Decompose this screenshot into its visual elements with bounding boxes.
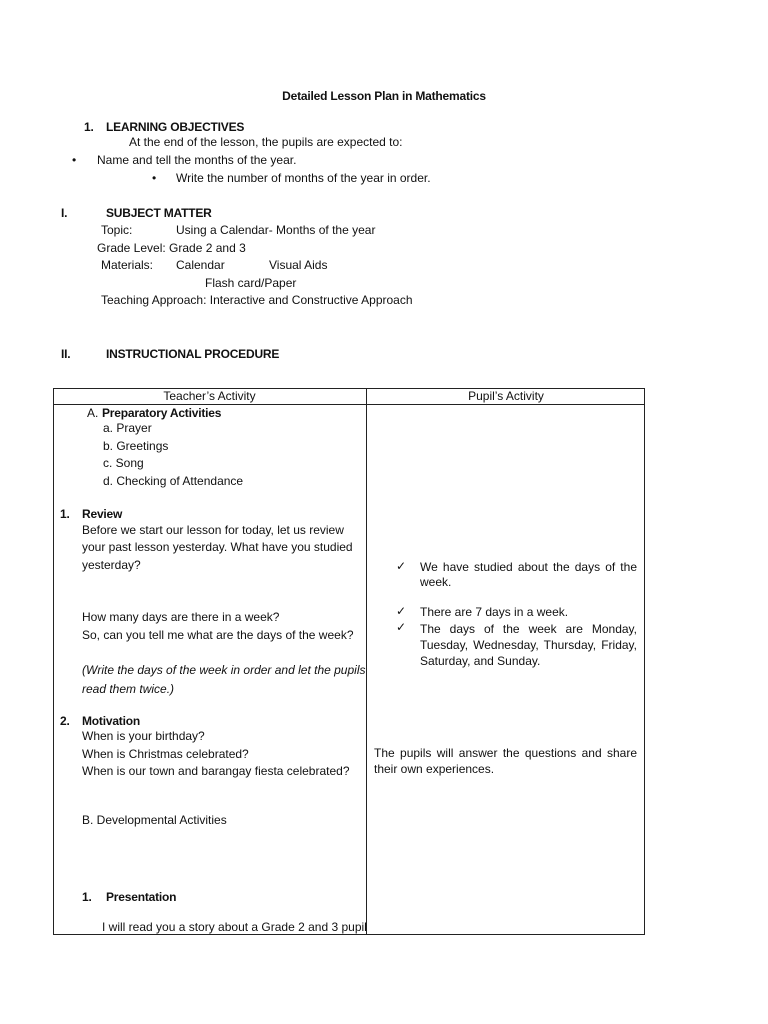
material-item: Flash card/Paper — [205, 276, 297, 290]
pupil-answer: The pupils will answer the questions and share their own experiences. — [374, 746, 637, 776]
presentation-number: 1. — [82, 890, 92, 904]
activity-table — [53, 388, 645, 935]
prep-letter: A. — [87, 406, 99, 420]
bullet-icon: • — [72, 153, 77, 167]
review-line: your past lesson yesterday. What have you studied — [82, 540, 353, 554]
presentation-heading: Presentation — [106, 890, 177, 904]
prep-item: a. Prayer — [103, 421, 152, 435]
checkmark-icon: ✓ — [396, 604, 407, 618]
table-column-divider — [366, 388, 367, 935]
prep-item: b. Greetings — [103, 439, 169, 453]
motivation-question: When is Christmas celebrated? — [82, 747, 249, 761]
review-number: 1. — [60, 507, 70, 521]
review-line: yesterday? — [82, 558, 141, 572]
subject-matter-numeral: I. — [61, 206, 68, 220]
prep-item: c. Song — [103, 456, 144, 470]
procedure-heading: INSTRUCTIONAL PROCEDURE — [106, 347, 280, 361]
days-question: So, can you tell me what are the days of the week? — [82, 628, 354, 642]
prep-item: d. Checking of Attendance — [103, 474, 244, 488]
prep-heading: Preparatory Activities — [102, 406, 222, 420]
topic-label: Topic: — [101, 223, 133, 237]
checkmark-icon: ✓ — [396, 559, 407, 573]
objective-item: Name and tell the months of the year. — [97, 153, 297, 167]
grade-level: Grade Level: Grade 2 and 3 — [97, 241, 246, 255]
presentation-text: I will read you a story about a Grade 2 and 3 pupil — [102, 920, 367, 934]
teacher-note: (Write the days of the week in order and let the pupils — [82, 663, 366, 677]
objectives-intro: At the end of the lesson, the pupils are expected to: — [129, 135, 403, 149]
pupil-answer: We have studied about the days of the week. — [420, 560, 637, 589]
material-item: Calendar — [176, 258, 225, 272]
teacher-activity-header: Teacher’s Activity — [163, 389, 256, 403]
motivation-question: When is our town and barangay fiesta celebrated? — [82, 764, 350, 778]
pupil-answer: There are 7 days in a week. — [420, 605, 569, 619]
objectives-heading: LEARNING OBJECTIVES — [106, 120, 245, 134]
days-question: How many days are there in a week? — [82, 610, 280, 624]
developmental-activities: B. Developmental Activities — [82, 813, 227, 827]
objective-item: Write the number of months of the year in order. — [176, 171, 431, 185]
material-item: Visual Aids — [269, 258, 328, 272]
pupil-answer: The days of the week are Monday, Tuesday, Wednesday, Thursday, Friday, Saturday, and Sunday. — [420, 622, 637, 668]
objectives-number: 1. — [84, 120, 94, 134]
bullet-icon: • — [152, 171, 157, 185]
topic-value: Using a Calendar- Months of the year — [176, 223, 376, 237]
pupil-activity-header: Pupil’s Activity — [468, 389, 544, 403]
checkmark-icon: ✓ — [396, 620, 407, 634]
subject-matter-heading: SUBJECT MATTER — [106, 206, 212, 220]
table-header-divider — [53, 404, 645, 405]
materials-label: Materials: — [101, 258, 154, 272]
teaching-approach: Teaching Approach: Interactive and Constructive Approach — [101, 293, 413, 307]
motivation-heading: Motivation — [82, 714, 140, 728]
review-line: Before we start our lesson for today, let us review — [82, 523, 344, 537]
review-heading: Review — [82, 507, 123, 521]
motivation-number: 2. — [60, 714, 70, 728]
motivation-question: When is your birthday? — [82, 729, 205, 743]
teacher-note: read them twice.) — [82, 682, 175, 696]
page-title: Detailed Lesson Plan in Mathematics — [282, 89, 486, 103]
procedure-numeral: II. — [61, 347, 71, 361]
